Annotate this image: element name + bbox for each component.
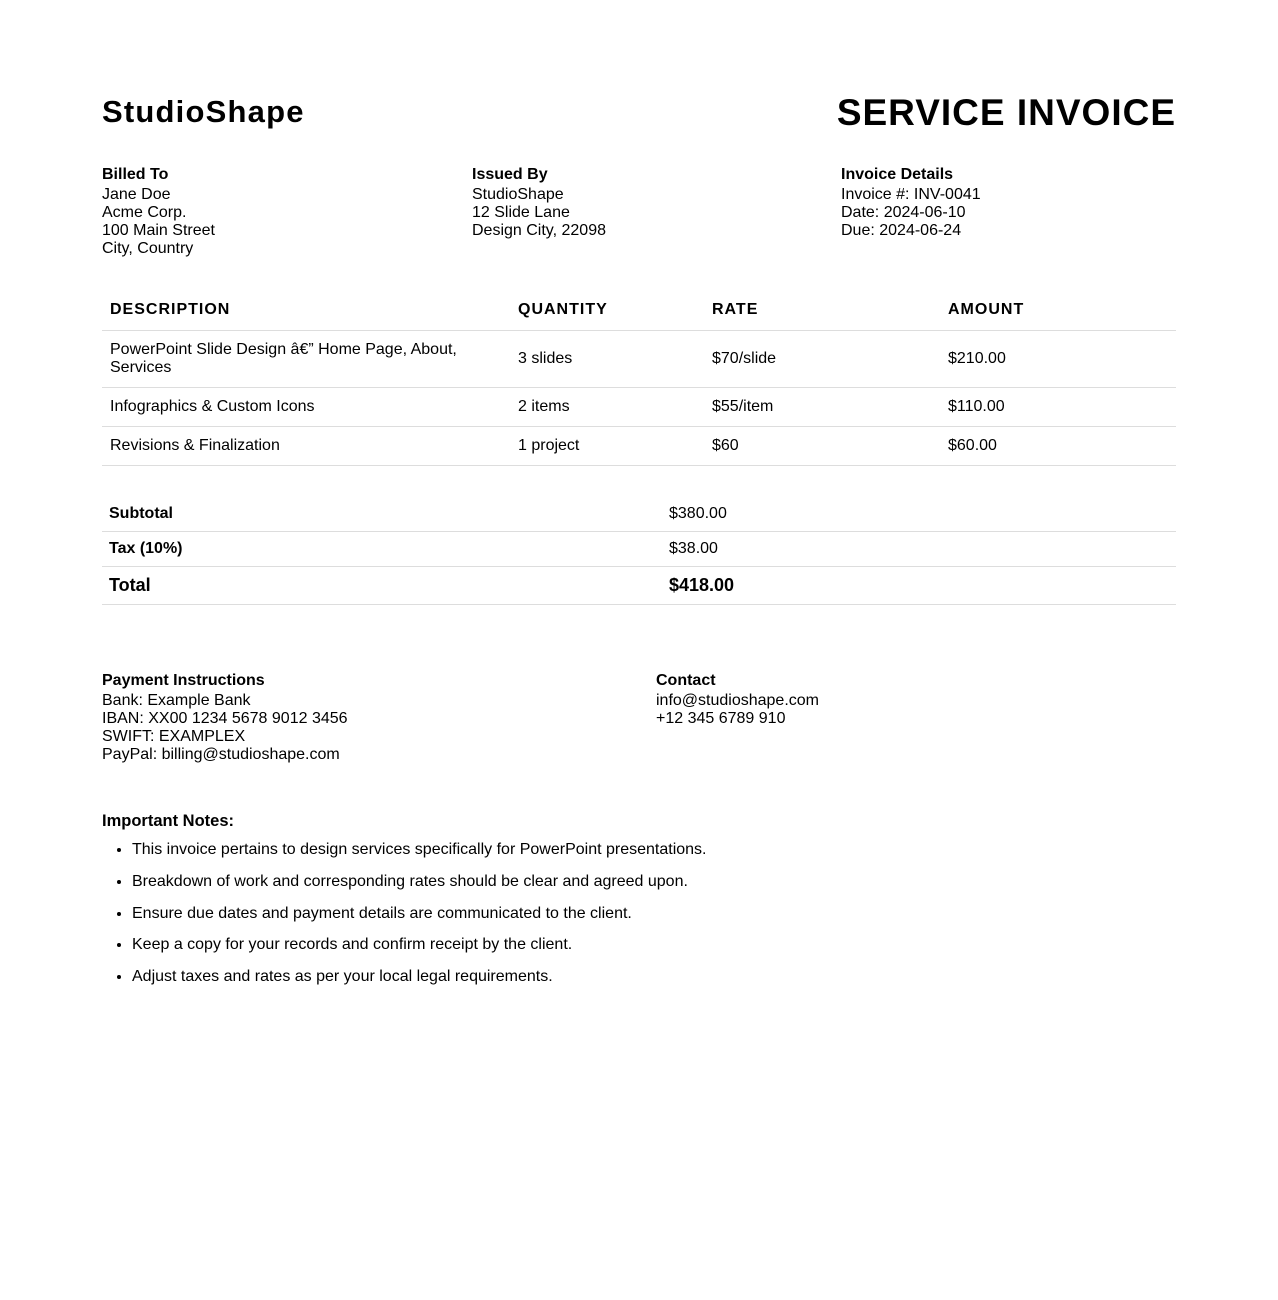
item-rate: $70/slide <box>704 331 940 388</box>
invoice-number: Invoice #: INV-0041 <box>841 186 981 203</box>
important-notes <box>102 812 707 1000</box>
notes-list <box>102 841 707 1000</box>
payment-swift: SWIFT: EXAMPLEX <box>102 728 246 745</box>
payment-heading: Payment Instructions <box>102 672 265 689</box>
list-item: • Adjust taxes and rates as per your local legal requirements. <box>132 968 707 1000</box>
item-description: Revisions & Finalization <box>102 427 510 466</box>
subtotal-value: $380.00 <box>662 497 1176 532</box>
list-item: • Breakdown of work and corresponding rates should be clear and agreed upon. <box>132 873 707 905</box>
table-row <box>102 427 1176 466</box>
column-header-amount: AMOUNT <box>940 290 1176 331</box>
invoice-details-block <box>841 166 981 240</box>
document-title: SERVICE INVOICE <box>836 92 1176 133</box>
total-value: $418.00 <box>662 567 1176 605</box>
payment-iban: IBAN: XX00 1234 5678 9012 3456 <box>102 710 348 727</box>
invoice-due-date: Due: 2024-06-24 <box>841 222 962 239</box>
notes-heading: Important Notes: <box>102 812 234 830</box>
item-amount: $210.00 <box>940 331 1176 388</box>
billed-to-city: City, Country <box>102 240 194 257</box>
item-quantity: 2 items <box>510 388 704 427</box>
table-row <box>102 331 1176 388</box>
contact-email: info@studioshape.com <box>656 692 819 709</box>
item-amount: $110.00 <box>940 388 1176 427</box>
subtotal-label: Subtotal <box>102 497 662 532</box>
table-header-row <box>102 290 1176 331</box>
total-row <box>102 567 1176 605</box>
item-rate: $60 <box>704 427 940 466</box>
issued-by-street: 12 Slide Lane <box>472 204 570 221</box>
item-description: Infographics & Custom Icons <box>102 388 510 427</box>
item-rate: $55/item <box>704 388 940 427</box>
issued-by-heading: Issued By <box>472 166 548 183</box>
payment-instructions <box>102 672 348 764</box>
billed-to-heading: Billed To <box>102 166 169 183</box>
item-amount: $60.00 <box>940 427 1176 466</box>
tax-value: $38.00 <box>662 532 1176 567</box>
tax-row <box>102 532 1176 567</box>
billed-to-street: 100 Main Street <box>102 222 215 239</box>
payment-paypal: PayPal: billing@studioshape.com <box>102 746 340 763</box>
invoice-details-heading: Invoice Details <box>841 166 954 183</box>
list-item: • Keep a copy for your records and confirm receipt by the client. <box>132 936 707 968</box>
subtotal-row <box>102 497 1176 532</box>
invoice-date: Date: 2024-06-10 <box>841 204 966 221</box>
contact-block <box>656 672 819 728</box>
column-header-rate: RATE <box>704 290 940 331</box>
contact-heading: Contact <box>656 672 716 689</box>
list-item: • This invoice pertains to design services specifically for PowerPoint presentations. <box>132 841 707 873</box>
item-quantity: 1 project <box>510 427 704 466</box>
payment-bank: Bank: Example Bank <box>102 692 251 709</box>
billed-to-company: Acme Corp. <box>102 204 187 221</box>
column-header-description: DESCRIPTION <box>102 290 510 331</box>
billed-to-block <box>102 166 215 258</box>
billed-to-name: Jane Doe <box>102 186 171 203</box>
issued-by-name: StudioShape <box>472 186 564 203</box>
totals-table <box>102 497 1176 605</box>
table-row <box>102 388 1176 427</box>
column-header-quantity: QUANTITY <box>510 290 704 331</box>
total-label: Total <box>102 567 662 605</box>
tax-label: Tax (10%) <box>102 532 662 567</box>
list-item: • Ensure due dates and payment details are communicated to the client. <box>132 905 707 937</box>
issued-by-block <box>472 166 606 240</box>
item-description: PowerPoint Slide Design â€” Home Page, About, Services <box>102 331 510 388</box>
line-items-table <box>102 290 1176 466</box>
invoice-header <box>102 92 1176 132</box>
issued-by-city: Design City, 22098 <box>472 222 606 239</box>
contact-phone: +12 345 6789 910 <box>656 710 786 727</box>
item-quantity: 3 slides <box>510 331 704 388</box>
brand-name: StudioShape <box>102 94 305 129</box>
